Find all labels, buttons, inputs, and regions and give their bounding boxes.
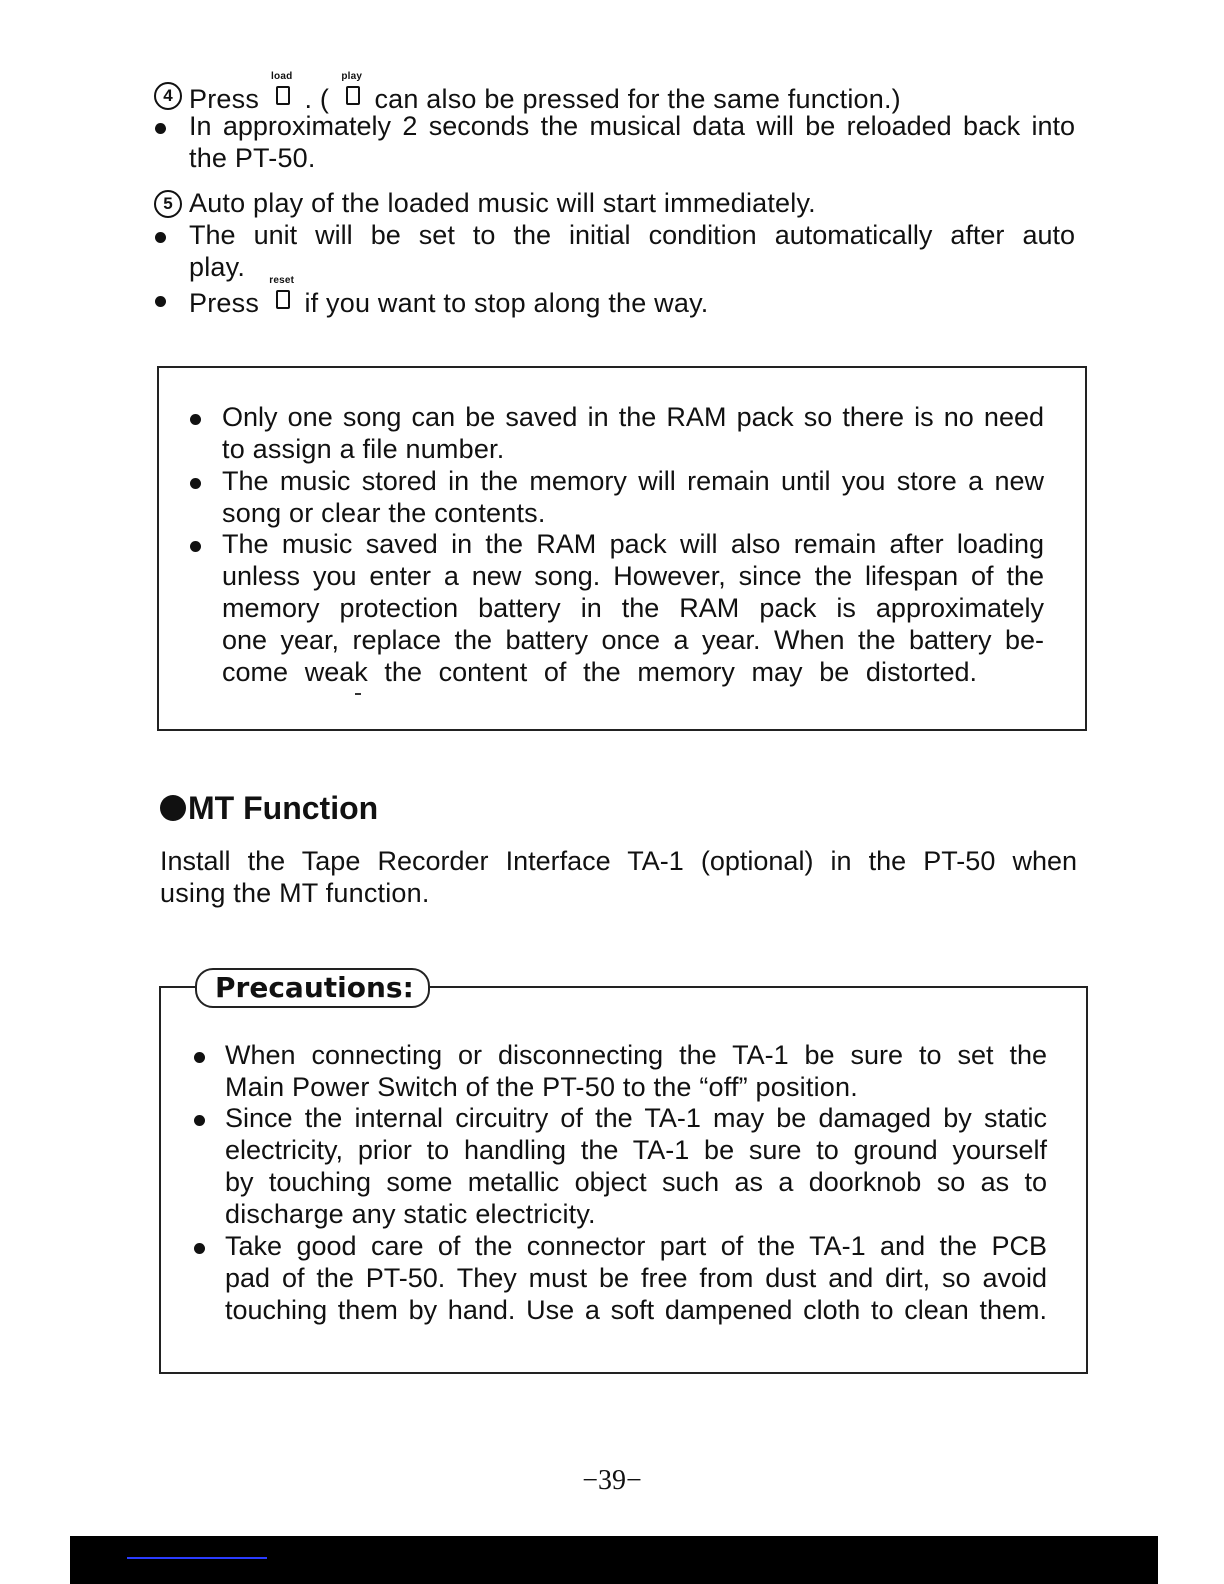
precaution-1-line-2: Main Power Switch of the PT-50 to the “off” position. [225, 1072, 858, 1102]
load-key-icon [267, 71, 297, 108]
stray-mark [355, 693, 361, 695]
precaution-3-line-2: pad of the PT-50. They must be free from dust and dirt, so avoid [225, 1263, 1047, 1293]
mt-intro-line-1: Install the Tape Recorder Interface TA-1 (optional) in the PT-50 when [160, 846, 1077, 876]
heading-bullet-icon [160, 795, 186, 821]
scan-edge-line [127, 1557, 267, 1559]
bullet-icon [194, 1243, 205, 1254]
note-1-line-2: to assign a file number. [222, 434, 505, 464]
precaution-2-line-2: electricity, prior to handling the TA-1 be sure to ground yourself [225, 1135, 1047, 1165]
note-3-line-5: come weak the content of the memory may be distorted. [222, 657, 977, 687]
play-key-icon [337, 71, 367, 108]
precaution-2-line-1: Since the internal circuitry of the TA-1 may be damaged by static [225, 1103, 1047, 1133]
bullet-icon [194, 1052, 205, 1063]
note-3-line-3: memory protection battery in the RAM pack is approximately [222, 593, 1044, 623]
section-heading-text: MT Function [188, 790, 379, 826]
step-5-bullet-2-end: if you want to stop along the way. [304, 288, 709, 318]
note-2-line-1: The music stored in the memory will remain until you store a new [222, 466, 1044, 496]
bullet-icon [155, 123, 166, 134]
step-4-mid: . ( [304, 84, 330, 114]
note-3-line-4: one year, replace the battery once a year. When the battery be- [222, 625, 1044, 655]
load-key-label: load [271, 71, 293, 82]
step-5-bullet-1-line-1: The unit will be set to the initial condition automatically after auto [189, 220, 1075, 250]
note-3-line-1: The music saved in the RAM pack will also remain after loading [222, 529, 1044, 559]
precaution-2-line-3: by touching some metallic object such as a doorknob so as to [225, 1167, 1047, 1197]
section-heading [160, 790, 378, 827]
step-4-bullet-line-2: the PT-50. [189, 143, 316, 173]
note-1-line-1: Only one song can be saved in the RAM pack so there is no need [222, 402, 1044, 432]
step-4-press: Press [189, 84, 260, 114]
note-3-line-2: unless you enter a new song. However, since the lifespan of the [222, 561, 1044, 591]
step-5-press: Press [189, 288, 260, 318]
step-5-bullet-1-line-2: play. [189, 252, 246, 282]
precaution-3-line-1: Take good care of the connector part of the TA-1 and the PCB [225, 1231, 1047, 1261]
page-number: −39− [582, 1465, 642, 1496]
play-key-label: play [341, 71, 363, 82]
precaution-1-line-1: When connecting or disconnecting the TA-1 be sure to set the [225, 1040, 1047, 1070]
mt-intro-line-2: using the MT function. [160, 878, 430, 908]
bullet-icon [190, 541, 201, 552]
bullet-icon [190, 414, 201, 425]
note-2-line-2: song or clear the contents. [222, 498, 546, 528]
reset-key-icon [267, 275, 297, 312]
bullet-icon [155, 296, 166, 307]
precaution-2-line-4: discharge any static electricity. [225, 1199, 596, 1229]
scan-edge-bar [70, 1536, 1158, 1584]
step-4-number: 4 [154, 82, 182, 110]
step-5-text: Auto play of the loaded music will start immediately. [189, 188, 816, 218]
bullet-icon [194, 1115, 205, 1126]
step-5-number: 5 [154, 190, 182, 218]
reset-key-label: reset [269, 275, 295, 286]
precautions-title: Precautions: [195, 968, 430, 1008]
step-5-bullet-2 [189, 275, 709, 319]
bullet-icon [190, 478, 201, 489]
precaution-3-line-3: touching them by hand. Use a soft dampened cloth to clean them. [225, 1295, 1047, 1325]
step-4-text [189, 71, 901, 115]
bullet-icon [155, 232, 166, 243]
step-4-end: can also be pressed for the same function.) [374, 84, 901, 114]
step-4-bullet-line-1: In approximately 2 seconds the musical data will be reloaded back into [189, 111, 1075, 141]
